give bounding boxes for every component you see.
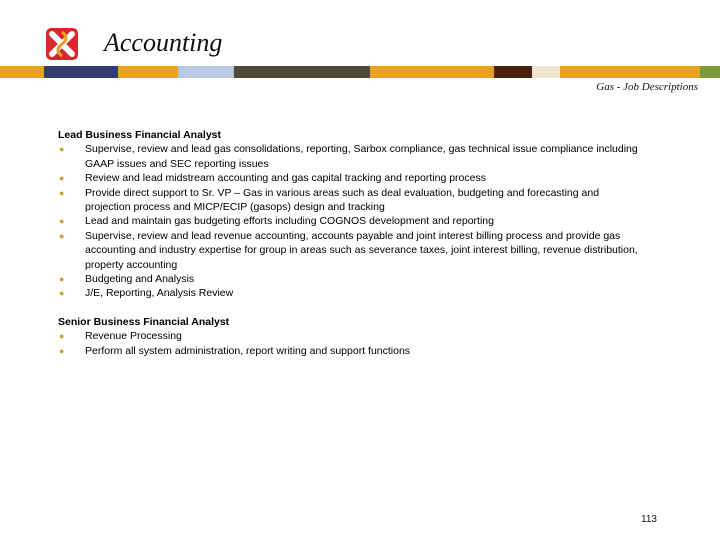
list-item <box>58 142 638 171</box>
list-item-text: Supervise, review and lead revenue accounting, accounts payable and joint interest billing process and provide gas accounting and industry expertise for group in areas such as severance taxes, joint interest billing, revenue distribution, property accounting <box>85 229 638 271</box>
list-item-text: Supervise, review and lead gas consolidations, reporting, Sarbox compliance, gas technical issue compliance including GAAP issues and SEC reporting issues <box>85 143 638 170</box>
color-bar-segment <box>532 66 560 78</box>
bullet-icon: ● <box>59 216 65 227</box>
list-item <box>58 329 638 343</box>
color-bar-segment <box>560 66 700 78</box>
page-title: Accounting <box>104 28 223 57</box>
list-item-text: Provide direct support to Sr. VP – Gas in various areas such as deal evaluation, budgeting and forecasting and projection process and MICP/ECIP (gasops) design and tracking <box>85 186 600 214</box>
list-item <box>58 186 638 215</box>
color-bar-segment <box>44 66 118 78</box>
header-color-bar <box>0 66 720 78</box>
section-title: Lead Business Financial Analyst <box>58 129 221 141</box>
bullet-icon: ● <box>59 345 65 356</box>
section-senior-analyst <box>58 315 638 358</box>
color-bar-segment <box>700 66 720 78</box>
list-item-text: Budgeting and Analysis <box>85 273 195 286</box>
color-bar-segment <box>370 66 494 78</box>
bullet-icon: ● <box>59 288 65 299</box>
bullet-list <box>58 329 638 358</box>
color-bar-segment <box>234 66 370 78</box>
list-item-text: Perform all system administration, report writing and support functions <box>85 344 411 357</box>
list-item-text: Review and lead midstream accounting and gas capital tracking and reporting process <box>85 172 486 185</box>
bullet-icon: ● <box>59 274 65 285</box>
list-item <box>58 272 638 286</box>
list-item <box>58 229 638 272</box>
bullet-icon: ● <box>59 230 65 241</box>
bullet-list <box>58 142 638 300</box>
color-bar-segment <box>494 66 532 78</box>
list-item-text: Lead and maintain gas budgeting efforts including COGNOS development and reporting <box>85 215 494 228</box>
page-number: 113 <box>641 514 657 525</box>
bullet-icon: ● <box>59 173 65 184</box>
color-bar-segment <box>118 66 178 78</box>
company-logo <box>44 26 80 62</box>
job-descriptions <box>58 128 638 372</box>
list-item <box>58 171 638 185</box>
bullet-icon: ● <box>59 331 65 342</box>
list-item-text: J/E, Reporting, Analysis Review <box>85 287 234 300</box>
color-bar-segment <box>178 66 234 78</box>
list-item <box>58 214 638 228</box>
list-item <box>58 344 638 358</box>
list-item-text: Revenue Processing <box>85 330 182 343</box>
list-item <box>58 286 638 300</box>
section-title: Senior Business Financial Analyst <box>58 315 230 328</box>
page-subtitle: Gas - Job Descriptions <box>596 81 698 93</box>
bullet-icon: ● <box>59 144 65 155</box>
section-lead-analyst <box>58 128 638 301</box>
color-bar-segment <box>0 66 44 78</box>
bullet-icon: ● <box>59 187 65 198</box>
